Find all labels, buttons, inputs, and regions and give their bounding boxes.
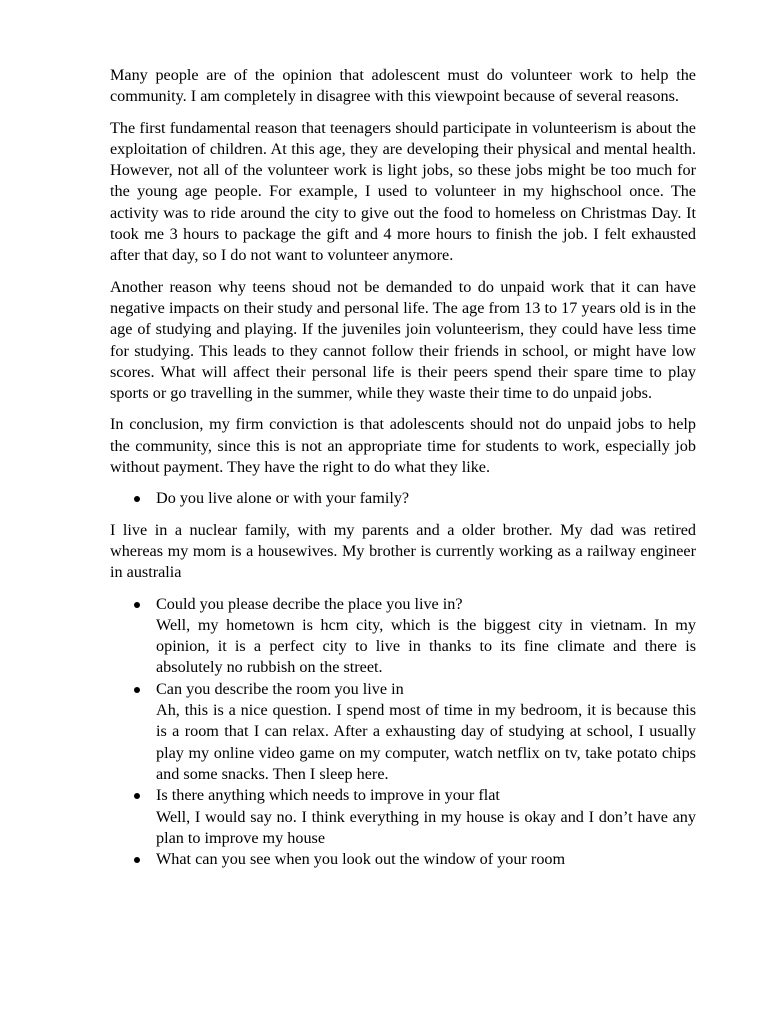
question-list-2 [110,594,696,871]
list-item [110,849,696,870]
bullet-icon [134,602,140,608]
list-item [110,488,696,509]
answer-paragraph: I live in a nuclear family, with my parents and a older brother. My dad was retired whereas my mom is a housewives. My brother is currently working as a railway engineer in australia [110,520,696,582]
essay-second-reason-paragraph: Another reason why teens shoud not be demanded to do unpaid work that it can have negative impacts on their study and personal life. The age from 13 to 17 years old is in the age of studying and playing. If the juveniles join volunteerism, they could have less time for studying. This leads to they cannot follow their friends in school, or might have low scores. What will affect their personal life is their peers spend their spare time to play sports or go travelling in the summer, while they waste their time to do unpaid jobs. [110,277,696,403]
question-list-1 [110,488,696,509]
question-text: Can you describe the room you live in [156,679,404,698]
essay-conclusion-paragraph: In conclusion, my firm conviction is that adolescents should not do unpaid jobs to help the community, since this is not an appropriate time for students to work, especially job without payment. They have the right to do what they like. [110,415,696,477]
list-item [110,785,696,849]
question-text: What can you see when you look out the window of your room [156,850,566,869]
list-item [110,679,696,785]
question-text: Do you live alone or with your family? [156,489,410,508]
answer-text: Well, I would say no. I think everything in my house is okay and I don’t have any plan to improve my house [156,807,696,847]
bullet-icon [134,793,140,799]
essay-intro-paragraph: Many people are of the opinion that adolescent must do volunteer work to help the community. I am completely in disagree with this viewpoint because of several reasons. [110,66,696,106]
bullet-icon [134,687,140,693]
bullet-icon [134,857,140,863]
essay-first-reason-paragraph: The first fundamental reason that teenagers should participate in volunteerism is about the exploitation of children. At this age, they are developing their physical and mental health. However, not all of the volunteer work is light jobs, so these jobs might be too much for the young age people. For example, I used to volunteer in my highschool once. The activity was to ride around the city to give out the food to homeless on Christmas Day. It took me 3 hours to package the gift and 4 more hours to finish the job. I felt exhausted after that day, so I do not want to volunteer anymore. [110,118,696,265]
list-item [110,594,696,679]
bullet-icon [134,496,140,502]
question-text: Is there anything which needs to improve in your flat [156,786,500,805]
question-text: Could you please decribe the place you live in? [156,594,463,613]
answer-text: Ah, this is a nice question. I spend most of time in my bedroom, it is because this is a room that I can relax. After a exhausting day of studying at school, I usually play my online video game on my computer, watch netflix on tv, take potato chips and some snacks. Then I sleep here. [156,701,696,783]
answer-text: Well, my hometown is hcm city, which is the biggest city in vietnam. In my opinion, it is a perfect city to live in thanks to its fine climate and there is absolutely no rubbish on the street. [156,615,696,677]
